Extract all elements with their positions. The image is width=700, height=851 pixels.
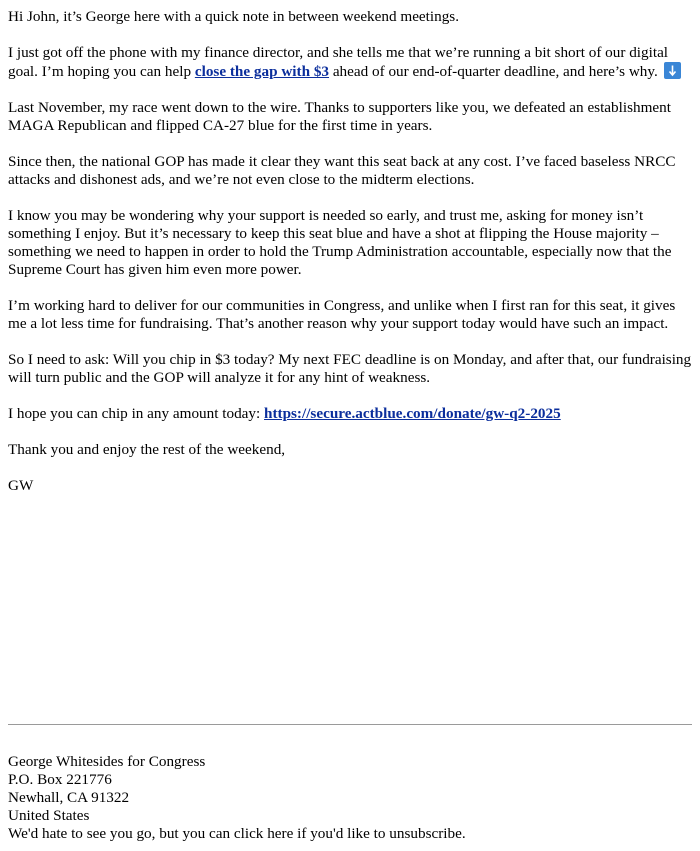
donate-text-before: I hope you can chip in any amount today: [8, 405, 265, 422]
paragraph-last-november [8, 99, 692, 135]
close-the-gap-link[interactable]: close the gap with $3 [194, 63, 330, 80]
paragraph-working-hard [8, 297, 692, 333]
paragraph-intro [8, 44, 692, 81]
support-early-text: I know you may be wondering why your support is needed so early, and trust me, asking for money isn’t something I enjoy. But it’s necessary to keep this seat blue and have a shot at flipping the House majority – something we need to happen in order to hold the Trump Administration accountable, especially now that the Supreme Court has given him even more power. [8, 207, 672, 278]
paragraph-donate-link [8, 405, 692, 423]
footer-divider [8, 724, 692, 725]
paragraph-support-early [8, 207, 692, 279]
paragraph-since-then [8, 153, 692, 189]
since-then-text: Since then, the national GOP has made it clear they want this seat back at any cost. I’ve faced baseless NRCC attacks and dishonest ads, and we’re not even close to the midterm elections. [8, 153, 676, 188]
unsubscribe-text[interactable]: We'd hate to see you go, but you can click here if you'd like to unsubscribe. [8, 825, 466, 842]
footer-address-line-2: Newhall, CA 91322 [8, 789, 130, 806]
greeting-paragraph [8, 8, 692, 26]
thank-you-text: Thank you and enjoy the rest of the weekend, [8, 441, 286, 458]
footer-country: United States [8, 807, 90, 824]
paragraph-thank-you [8, 441, 692, 459]
footer-address-line-1: P.O. Box 221776 [8, 771, 112, 788]
greeting-text: Hi John, it’s George here with a quick note in between weekend meetings. [8, 8, 460, 25]
signature-paragraph [8, 477, 692, 495]
paragraph-chip-in [8, 351, 692, 387]
chip-in-text: So I need to ask: Will you chip in $3 today? My next FEC deadline is on Monday, and after that, our fundraising will turn public and the GOP will analyze it for any hint of weakness. [8, 351, 692, 386]
footer-org-name: George Whitesides for Congress [8, 753, 206, 770]
signature: GW [8, 477, 34, 494]
working-hard-text: I’m working hard to deliver for our communities in Congress, and unlike when I first ran for this seat, it gives me a lot less time for fundraising. That’s another reason why your support today would have such an impact. [8, 297, 676, 332]
email-footer [8, 753, 692, 843]
email-body [8, 8, 692, 513]
down-arrow-icon [664, 62, 681, 79]
intro-text-after: ahead of our end-of-quarter deadline, and here’s why. [329, 63, 662, 80]
actblue-donate-link[interactable]: https://secure.actblue.com/donate/gw-q2-2025 [264, 405, 561, 422]
last-november-text: Last November, my race went down to the wire. Thanks to supporters like you, we defeated an establishment MAGA Republican and flipped CA-27 blue for the first time in years. [8, 99, 671, 134]
intro-text-before: I just got off the phone with my finance director, and she tells me that we’re running a bit short of our digital goal. I’m hoping you can help [8, 44, 669, 80]
